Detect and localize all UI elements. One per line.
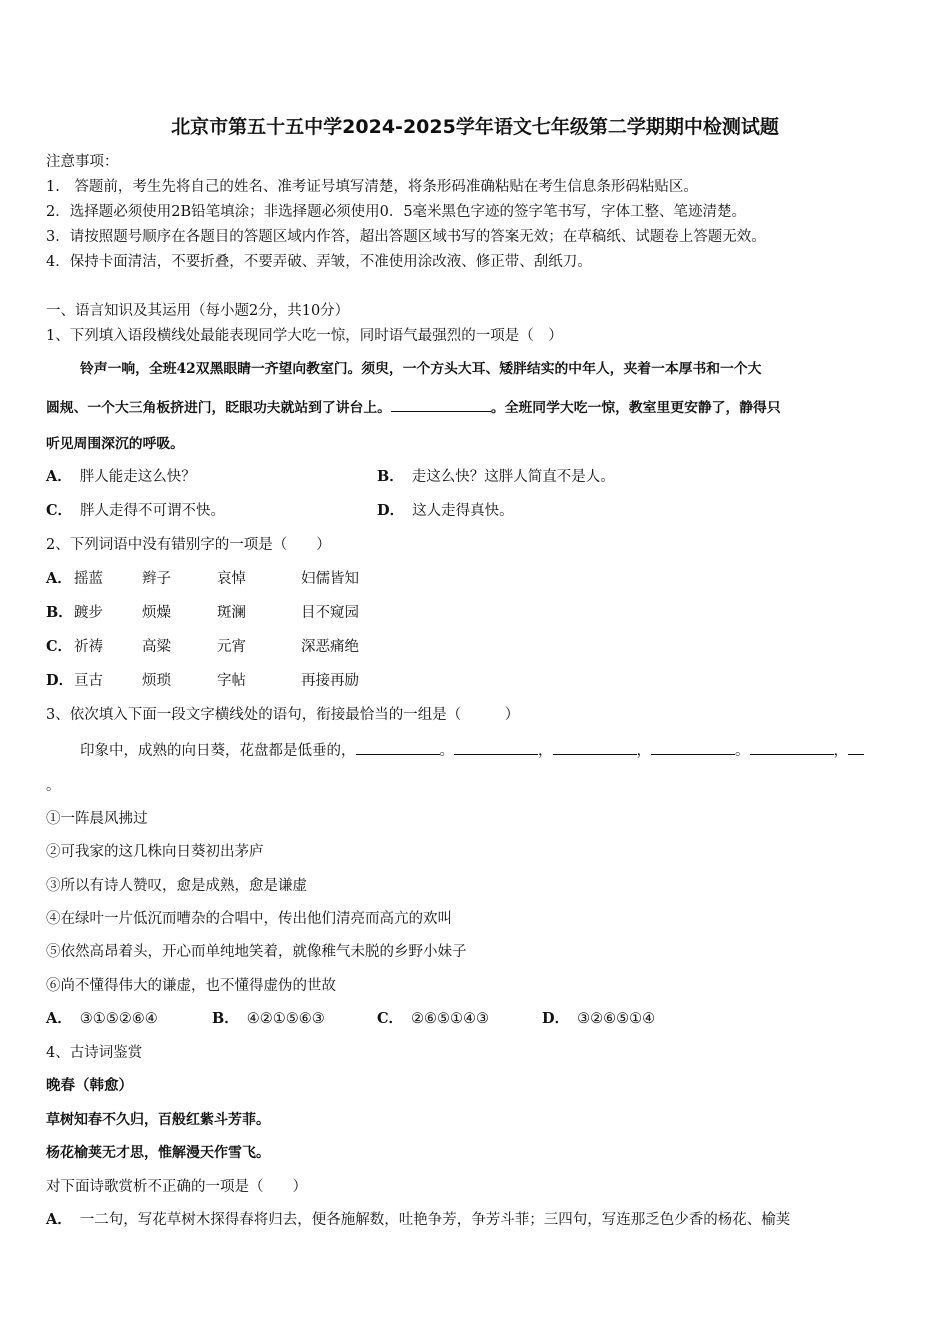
question-1-stem: 1、下列填入语段横线处最能表现同学大吃一惊，同时语气最强烈的一项是（ ） xyxy=(46,328,563,344)
word: 摇蓝 xyxy=(74,571,103,587)
q3-item: ④在绿叶一片低沉而嘈杂的合唱中，传出他们清亮而高亢的欢叫 xyxy=(46,911,452,927)
q3-blank[interactable] xyxy=(553,740,637,755)
option-label: C． xyxy=(46,638,73,655)
q3-blank[interactable] xyxy=(750,740,834,755)
q4-option-a[interactable] xyxy=(46,1210,790,1230)
word: 烦琐 xyxy=(142,673,171,689)
q1-answer-blank[interactable] xyxy=(391,397,491,412)
q1-option-c[interactable] xyxy=(46,501,225,521)
option-label: A． xyxy=(46,468,72,485)
q3-option-c[interactable] xyxy=(377,1009,489,1029)
word: 再接再励 xyxy=(301,673,359,689)
word: 踱步 xyxy=(74,605,103,621)
option-label: A． xyxy=(46,1211,72,1228)
punct: 。 xyxy=(735,743,750,759)
q4-question: 对下面诗歌赏析不正确的一项是（ ） xyxy=(46,1179,307,1195)
poem-line: 杨花榆荚无才思，惟解漫天作雪飞。 xyxy=(46,1145,270,1161)
notice-item: 3．请按照题号顺序在各题目的答题区域内作答，超出答题区域书写的答案无效；在草稿纸、试题卷上答题无效。 xyxy=(46,229,766,245)
q3-passage-end: 。 xyxy=(46,778,61,794)
option-text: 一二句，写花草树木探得春将归去，便各施解数，吐艳争芳，争芳斗菲；三四句，写连那乏色少香的杨花、榆荚 xyxy=(79,1212,791,1228)
option-label: B． xyxy=(46,604,73,621)
q1-option-a[interactable] xyxy=(46,467,196,487)
q3-item: ①一阵晨风拂过 xyxy=(46,811,148,827)
q3-blank[interactable] xyxy=(454,740,538,755)
q1-passage-text: 圆规、一个大三角板挤进门，眨眼功夫就站到了讲台上。 xyxy=(46,400,391,416)
q3-option-d[interactable] xyxy=(542,1009,655,1029)
option-label: A． xyxy=(46,570,72,587)
punct: ， xyxy=(833,743,848,759)
q1-passage-line: 听见周围深沉的呼吸。 xyxy=(46,436,184,452)
option-label: D． xyxy=(46,672,74,689)
q3-item: ⑤依然高昂着头，开心而单纯地笑着，就像稚气未脱的乡野小妹子 xyxy=(46,944,467,960)
q3-blank[interactable] xyxy=(651,740,735,755)
option-text: 胖人走得不可谓不快。 xyxy=(80,503,226,519)
q3-item: ③所以有诗人赞叹，愈是成熟，愈是谦虚 xyxy=(46,878,307,894)
option-label: B． xyxy=(212,1010,239,1027)
poem-title: 晚春（韩愈） xyxy=(46,1077,133,1094)
q3-passage-text: 印象中，成熟的向日葵，花盘都是低垂的， xyxy=(80,743,356,759)
notice-item: 2．选择题必须使用2B铅笔填涂；非选择题必须使用0．5毫米黑色字迹的签字笔书写，字体工整、笔迹清楚。 xyxy=(46,204,747,220)
q1-option-d[interactable] xyxy=(377,501,514,521)
option-text: ④②①⑤⑥③ xyxy=(246,1011,325,1027)
word: 妇儒皆知 xyxy=(301,571,359,587)
notice-item: 4．保持卡面清洁，不要折叠，不要弄破、弄皱，不准使用涂改液、修正带、刮纸刀。 xyxy=(46,254,592,270)
option-text: 这人走得真快。 xyxy=(412,503,514,519)
question-2-stem: 2、下列词语中没有错别字的一项是（ ） xyxy=(46,537,331,553)
punct: ， xyxy=(636,743,651,759)
word: 祈祷 xyxy=(74,639,103,655)
option-text: ③①⑤②⑥④ xyxy=(79,1011,158,1027)
q1-option-b[interactable] xyxy=(377,467,615,487)
option-label: D． xyxy=(377,502,405,519)
word: 深恶痛绝 xyxy=(301,639,359,655)
word: 目不窥园 xyxy=(301,605,359,621)
option-text: 走这么快？这胖人简直不是人。 xyxy=(411,469,615,485)
option-label: C． xyxy=(46,502,73,519)
section-heading: 一、语言知识及其运用（每小题2分，共10分） xyxy=(46,303,350,319)
word: 斑澜 xyxy=(217,605,246,621)
q3-option-a[interactable] xyxy=(46,1009,158,1029)
poem-line: 草树知春不久归，百般红紫斗芳菲。 xyxy=(46,1112,270,1128)
question-3-stem: 3、依次填入下面一段文字横线处的语句，衔接最恰当的一组是（ ） xyxy=(46,707,520,723)
notice-item: 1. 答题前，考生先将自己的姓名、准考证号填写清楚，将条形码准确粘贴在考生信息条形码粘贴区。 xyxy=(46,179,698,195)
option-label: B． xyxy=(377,468,404,485)
word: 高粱 xyxy=(142,639,171,655)
q3-item: ②可我家的这几株向日葵初出茅庐 xyxy=(46,844,264,860)
option-text: ②⑥⑤①④③ xyxy=(411,1011,490,1027)
word: 辫子 xyxy=(142,571,171,587)
q1-passage-text: 。全班同学大吃一惊，教室里更安静了，静得只 xyxy=(490,400,781,416)
word: 亘古 xyxy=(74,673,103,689)
q1-passage-line: 铃声一响，全班42双黑眼睛一齐望向教室门。须臾，一个方头大耳、矮胖结实的中年人，夹着一本厚书和一个大 xyxy=(80,361,762,377)
q3-item: ⑥尚不懂得伟大的谦虚，也不懂得虚伪的世故 xyxy=(46,978,336,994)
option-text: ③②⑥⑤①④ xyxy=(577,1011,656,1027)
q3-option-b[interactable] xyxy=(212,1009,325,1029)
word: 烦燥 xyxy=(142,605,171,621)
option-label: C． xyxy=(377,1010,404,1027)
q3-blank[interactable] xyxy=(848,740,864,755)
punct: ， xyxy=(538,743,553,759)
option-text: 胖人能走这么快？ xyxy=(79,469,196,485)
notice-heading: 注意事项： xyxy=(46,154,119,170)
option-label: D． xyxy=(542,1010,570,1027)
word: 字帖 xyxy=(217,673,246,689)
word: 元宵 xyxy=(217,639,246,655)
word: 哀悼 xyxy=(217,571,246,587)
punct: 。 xyxy=(439,743,454,759)
q3-blank[interactable] xyxy=(356,740,440,755)
question-4-stem: 4、古诗词鉴赏 xyxy=(46,1045,143,1061)
option-label: A． xyxy=(46,1010,72,1027)
q3-passage xyxy=(80,740,864,761)
q1-passage-line xyxy=(46,397,906,418)
page-title: 北京市第五十五中学2024-2025学年语文七年级第二学期期中检测试题 xyxy=(171,116,779,138)
